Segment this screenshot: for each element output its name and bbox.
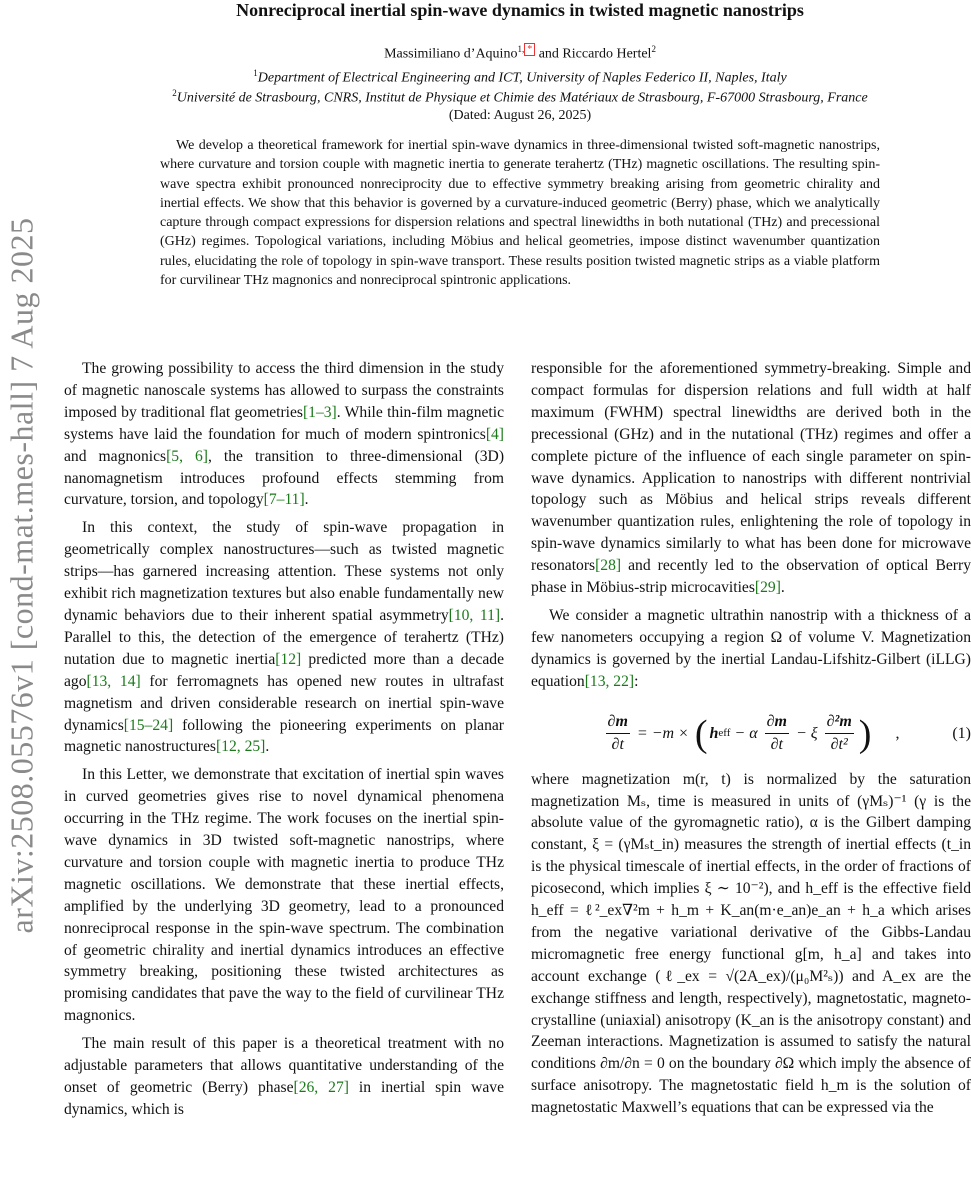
text: In this context, the study of spin-wave propagation in geometrically complex nanostructures—such as twisted magnetic strips—has garnered increasing attention. These systems not only exhibit rich magnetization textures but also enable fundamentally new dynamic behaviors due to their inherent spatial asymmetry — [64, 519, 504, 624]
citation-link[interactable]: [5, 6] — [166, 447, 208, 465]
text: : — [634, 672, 639, 690]
citation-link[interactable]: [28] — [595, 557, 622, 575]
denominator: ∂t² — [830, 736, 848, 754]
equation-comma: , — [895, 724, 900, 742]
equation-number: (1) — [952, 724, 971, 742]
paragraph — [531, 358, 971, 599]
text: . Parallel to this, the detection of the emergence of terahertz (THz) nutation due to magnetic inertia — [64, 606, 504, 668]
affiliation-text: Université de Strasbourg, CNRS, Institut de Physique et Chimie des Matériaux de Strasbourg, F-67000 Strasbourg, France — [176, 90, 868, 106]
citation-link[interactable]: [26, 27] — [293, 1079, 349, 1096]
author-2: Riccardo Hertel — [562, 46, 652, 62]
citation-link[interactable]: [13, 14] — [86, 672, 141, 690]
citation-link[interactable]: [4] — [485, 425, 504, 443]
paragraph — [64, 358, 504, 511]
citation-link[interactable]: [1–3] — [302, 403, 337, 421]
text: . — [304, 491, 309, 509]
left-paren: ( — [694, 712, 708, 755]
affiliation-text: Department of Electrical Engineering and ICT, University of Naples Federico II, Naples, Italy — [257, 70, 787, 86]
citation-link[interactable]: [13, 22] — [584, 672, 635, 690]
arxiv-identifier[interactable]: arXiv:2508.05576v1 [cond-mat.mes-hall] 7 Aug 2025 — [3, 217, 40, 933]
fraction — [765, 711, 789, 756]
text: predicted more than a decade ago — [64, 650, 505, 690]
citation-link[interactable]: [10, 11] — [448, 606, 501, 624]
left-column — [64, 358, 504, 1127]
affiliation-1 — [60, 68, 971, 87]
paragraph — [64, 517, 504, 758]
fraction — [606, 711, 630, 756]
citation-link[interactable]: [29] — [754, 579, 781, 597]
date-line: (Dated: August 26, 2025) — [448, 108, 592, 123]
author-line — [100, 44, 940, 63]
subscript: eff — [718, 726, 731, 739]
numerator: ∂m — [765, 711, 789, 734]
paragraph: where magnetization m(r, t) is normalized by the saturation magnetization Mₛ, time is measured in units of (γMₛ)⁻¹ (γ is the absolute value of the gyromagnetic ratio), α is the Gilbert damping constant, ξ = (γMₛt_in) measures the strength of inertial effects (t_in is the physical timescale of inertial effects, in the order of fractions of picosecond, which implies ξ ∼ 10⁻²), and h_eff is the effective field h_eff = ℓ²_ex∇²m + h_m + K_an(m·e_an)e_an + h_a which arises from the negative variational derivative of the Gibbs-Landau micromagnetic free energy functional g[m, h_a] and takes into account exchange (ℓ_ex = √(2A_ex)/(μ₀M²ₛ)) and A_ex are the exchange stiffness and length, respectively), magnetostatic, magneto-crystalline (uniaxial) anisotropy (K_an is the anisotropy constant) and Zeeman interactions. Magnetization is assumed to satisfy the natural conditions ∂m/∂n = 0 on the boundary ∂Ω which imply the absence of surface anisotropy. The magnetostatic field h_m is the solution of magnetostatic Maxwell’s equations that can be expressed via the — [531, 770, 971, 1117]
affiliation-number: 2 — [172, 88, 177, 98]
text: for ferromagnets has opened new routes in ultrafast magnetism and driven considerable research on inertial spin-wave dynamics — [64, 672, 504, 734]
citation-link[interactable]: [7–11] — [263, 491, 305, 509]
text: The growing possibility to access the third dimension in the study of magnetic nanoscale systems has allowed to surpass the constraints imposed by traditional flat geometries — [64, 360, 504, 421]
paper-title: Nonreciprocal inertial spin-wave dynamics in twisted magnetic nanostrips — [236, 0, 804, 20]
text: following the pioneering experiments on planar magnetic nanostructures — [64, 716, 504, 756]
text: in inertial spin wave dynamics, which is — [64, 1079, 504, 1118]
text: responsible for the aforementioned symmetry-breaking. Simple and compact formulas for dispersion relations and full width at half maximum (FWHM) spectral linewidths are derived both in the precessional (GHz) and in the nutational (THz) regimes and offer a complete picture of the influence of each single parameter on spin-wave dynamics. Application to nanostrips with different nontrivial topology such as Möbius and helical strips reveals different wavenumber quantization rules, enlightening the role of topology in spin-wave dynamics similarly to what has been done for microwave resonators — [531, 360, 971, 575]
text: and magnonics — [64, 447, 167, 465]
affiliation-2 — [60, 88, 971, 107]
text: and recently led to the observation of optical Berry phase in Möbius-strip microcavities — [531, 557, 971, 597]
numerator: ∂²m — [825, 711, 854, 734]
denominator: ∂t — [611, 736, 624, 754]
abstract: We develop a theoretical framework for inertial spin-wave dynamics in three-dimensional twisted soft-magnetic nanostrips, where curvature and torsion couple with magnetic inertia to generate terahertz (THz) magnetic oscillations. The resulting spin-wave spectra exhibit pronounced nonreciprocity due to effective symmetry breaking arising from geometric chirality and inertial effects. We show that this behavior is governed by a curvature-induced geometric (Berry) phase, which we analytically capture through compact expressions for dispersion relations and spectral linewidths in both nutational (THz) and precessional (GHz) regimes. Topological variations, including Möbius and helical geometries, impose distinct wavenumber quantization rules, elucidating the role of topology in spin-wave transport. These results position twisted magnetic strips as a viable platform for curvilinear THz magnonics and nonreciprocal spintronic applications. — [160, 138, 880, 289]
paragraph — [531, 605, 971, 693]
equation-term: − ξ — [795, 724, 818, 742]
arxiv-stamp — [0, 215, 44, 935]
equation-1 — [531, 699, 971, 769]
numerator: ∂m — [606, 711, 630, 734]
author-1-affiliation: 1, — [517, 44, 525, 54]
citation-link[interactable]: [15–24] — [123, 716, 174, 734]
paragraph: In this Letter, we demonstrate that excitation of inertial spin waves in curved geometries gives rise to novel dynamical phenomena occurring in the THz regime. The work focuses on the inertial spin-wave dynamics in 3D twisted soft-magnetic nanostrips, where curvature and torsion couple with magnetic inertia to produce THz magnetic oscillations. We demonstrate that these inertial effects, amplified by the underlying 3D geometry, lead to a pronounced nonreciprocal response in the spin-wave spectrum. The combination of geometric chirality and inertial dynamics introduces an effective symmetry breaking, positioning these twisted architectures as promising candidates that pave the way to the field of curvilinear THz magnonics. — [64, 766, 504, 1025]
author-2-affiliation: 2 — [651, 44, 656, 54]
equation-term: − α — [734, 724, 758, 742]
affiliation-number: 1 — [253, 68, 258, 78]
text: We consider a magnetic ultrathin nanostrip with a thickness of a few nanometers occupying a region Ω of volume V. Magnetization dynamics is governed by the inertial Landau-Lifshitz-Gilbert (iLLG) equation — [531, 606, 971, 690]
author-separator: and — [535, 46, 563, 62]
right-paren: ) — [858, 712, 872, 755]
text: . While thin-film magnetic systems have laid the foundation for much of modern spintronics — [64, 403, 504, 443]
citation-link[interactable]: [12] — [275, 650, 302, 668]
denominator: ∂t — [770, 736, 783, 754]
right-column — [531, 358, 971, 1125]
text: , the transition to three-dimensional (3D) nanomagnetism introduces profound effects stemming from curvature, torsion, and topology — [64, 447, 505, 509]
paragraph — [64, 1033, 504, 1121]
author-1: Massimiliano d’Aquino — [384, 46, 518, 62]
fraction — [825, 711, 854, 756]
equation-term: = −m × — [636, 724, 689, 742]
text: . — [780, 579, 785, 597]
effective-field-symbol: h — [709, 724, 719, 742]
text: The main result of this paper is a theoretical treatment with no adjustable parameters that allows quantitative understanding of the onset of geometric (Berry) phase — [64, 1035, 504, 1096]
citation-link[interactable]: [12, 25] — [216, 738, 266, 756]
text: . — [265, 738, 270, 756]
corresponding-author-link[interactable]: * — [524, 43, 535, 56]
